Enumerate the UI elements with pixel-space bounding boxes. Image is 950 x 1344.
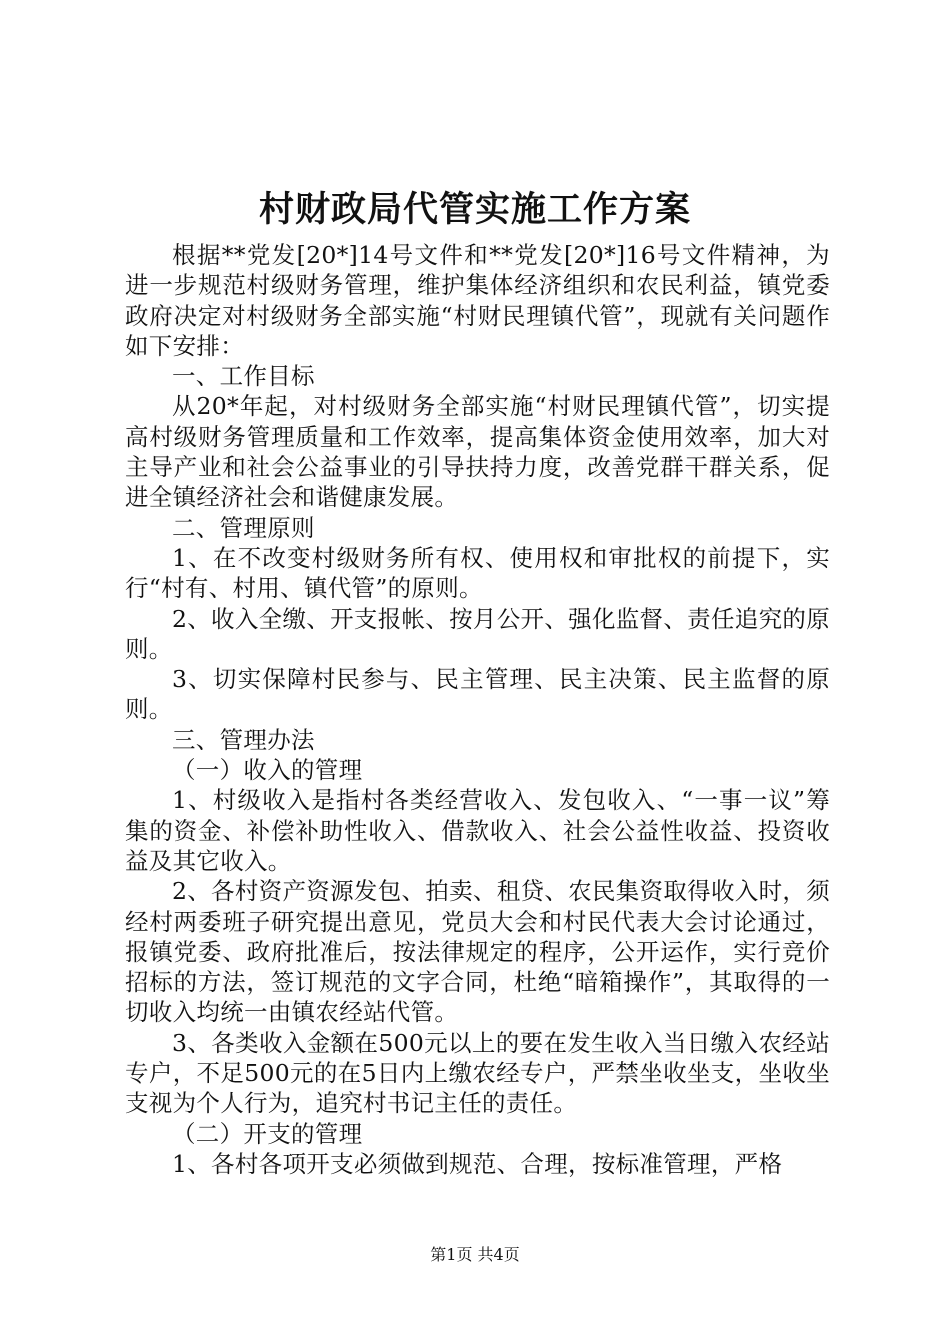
document-body [125, 240, 830, 1179]
section-heading-methods: 三、管理办法 [172, 725, 315, 754]
subsection-heading-income: （一）收入的管理 [172, 756, 363, 785]
paragraph-expense-1: 1、各村各项开支必须做到规范、合理，按标准管理，严格 [172, 1149, 783, 1178]
paragraph-principle-3: 3、切实保障村民参与、民主管理、民主决策、民主监督的原则。 [125, 665, 830, 724]
section-heading-goals: 一、工作目标 [172, 362, 315, 391]
document-title: 村财政局代管实施工作方案 [258, 189, 691, 230]
paragraph-principle-1: 1、在不改变村级财务所有权、使用权和审批权的前提下，实行“村有、村用、镇代管”的原则。 [125, 543, 830, 603]
subsection-heading-expense: （二）开支的管理 [172, 1119, 363, 1148]
paragraph-goals: 从20*年起，对村级财务全部实施“村财民理镇代管”，切实提高村级财务管理质量和工作效率，提高集体资金使用效率，加大对主导产业和社会公益事业的引导扶持力度，改善党群干群关系，促进全镇经济社会和谐健康发展。 [125, 392, 830, 512]
paragraph-income-3: 3、各类收入金额在500元以上的要在发生收入当日缴入农经站专户，不足500元的在5日内上缴农经专户，严禁坐收坐支，坐收坐支视为个人行为，追究村书记主任的责任。 [125, 1028, 830, 1118]
paragraph-principle-2: 2、收入全缴、开支报帐、按月公开、强化监督、责任追究的原则。 [125, 604, 830, 663]
paragraph-income-2: 2、各村资产资源发包、拍卖、租贷、农民集资取得收入时，须经村两委班子研究提出意见，党员大会和村民代表大会讨论通过，报镇党委、政府批准后，按法律规定的程序，公开运作，实行竞价招标的方法，签订规范的文字合同，杜绝“暗箱操作”，其取得的一切收入均统一由镇农经站代管。 [125, 877, 830, 1027]
page-number-footer: 第1页 共4页 [430, 1245, 520, 1264]
paragraph-income-1: 1、村级收入是指村各类经营收入、发包收入、“一事一议”筹集的资金、补偿补助性收入、借款收入、社会公益性收益、投资收益及其它收入。 [125, 786, 830, 875]
paragraph-intro: 根据**党发[20*]14号文件和**党发[20*]16号文件精神，为进一步规范村级财务管理，维护集体经济组织和农民利益，镇党委政府决定对村级财务全部实施“村财民理镇代管”，现就有关问题作如下安排： [125, 241, 830, 360]
section-heading-principles: 二、管理原则 [172, 513, 315, 542]
